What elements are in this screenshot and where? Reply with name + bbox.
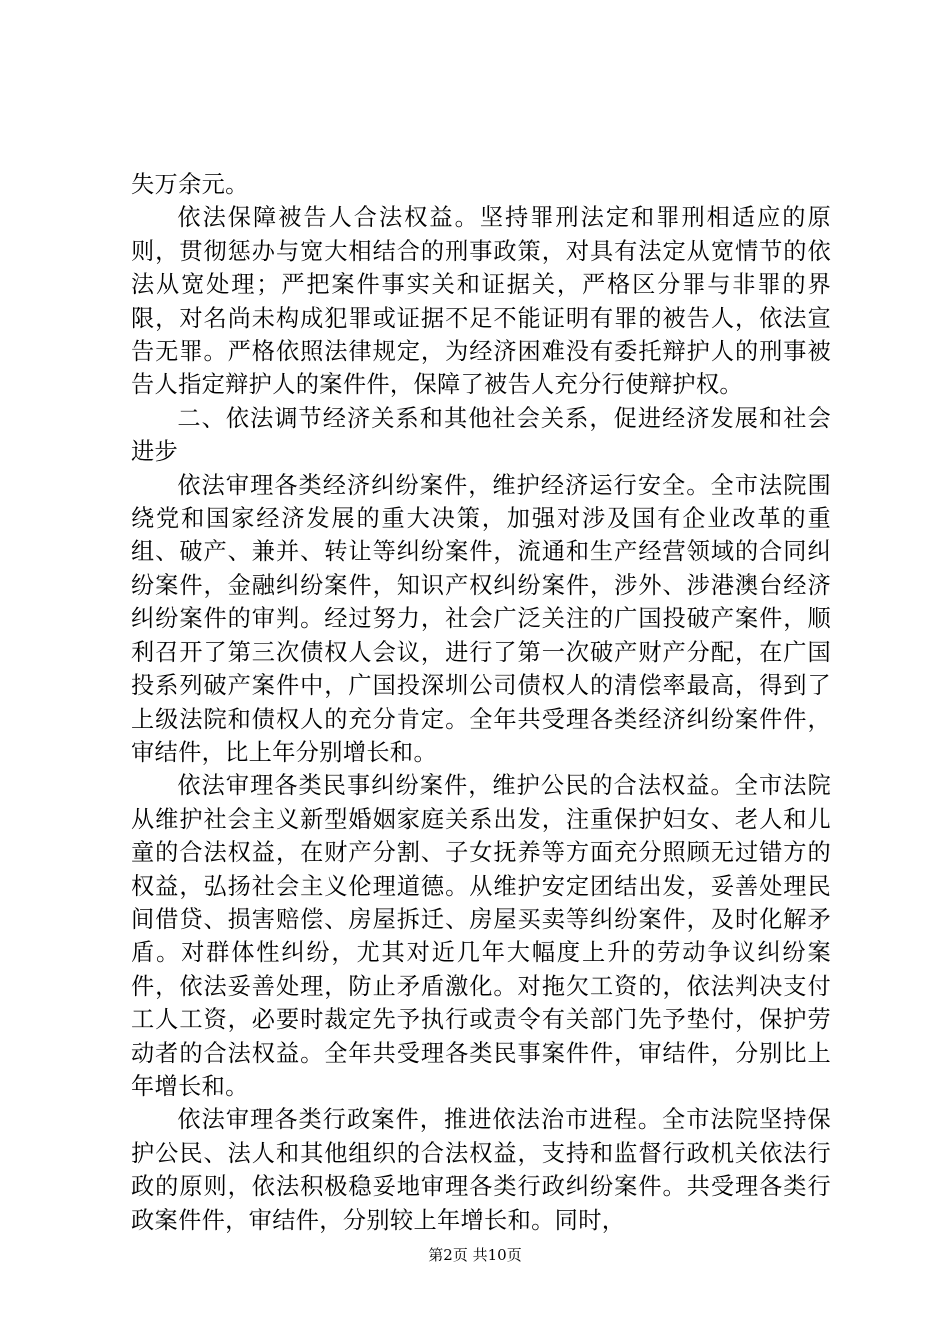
page-footer bbox=[0, 1244, 950, 1265]
paragraph-administrative-cases: 依法审理各类行政案件，推进依法治市进程。全市法院坚持保护公民、法人和其他组织的合法权益，支持和监督行政机关依法行政的原则，依法积极稳妥地审理各类行政纠纷案件。共受理各类行政案件件，审结件，分别较上年增长和。同时， bbox=[131, 1106, 831, 1234]
paragraph-defendant-rights: 依法保障被告人合法权益。坚持罪刑法定和罪刑相适应的原则，贯彻惩办与宽大相结合的刑事政策，对具有法定从宽情节的依法从宽处理；严把案件事实关和证据关，严格区分罪与非罪的界限，对名尚未构成犯罪或证据不足不能证明有罪的被告人，依法宣告无罪。严格依照法律规定，为经济困难没有委托辩护人的刑事被告人指定辩护人的案件件，保障了被告人充分行使辩护权。 bbox=[131, 204, 831, 399]
body-text bbox=[131, 168, 831, 1237]
paragraph-continuation: 失万余元。 bbox=[131, 171, 249, 198]
section-heading-2: 二、依法调节经济关系和其他社会关系，促进经济发展和社会进步 bbox=[131, 404, 831, 466]
page-number-label: 第2页 共10页 bbox=[428, 1246, 522, 1264]
paragraph-economic-cases: 依法审理各类经济纠纷案件，维护经济运行安全。全市法院围绕党和国家经济发展的重大决策，加强对涉及国有企业改革的重组、破产、兼并、转让等纠纷案件，流通和生产经营领域的合同纠纷案件，金融纠纷案件，知识产权纠纷案件，涉外、涉港澳台经济纠纷案件的审判。经过努力，社会广泛关注的广国投破产案件，顺利召开了第三次债权人会议，进行了第一次破产财产分配，在广国投系列破产案件中，广国投深圳公司债权人的清偿率最高，得到了上级法院和债权人的充分肯定。全年共受理各类经济纠纷案件件，审结件，比上年分别增长和。 bbox=[131, 471, 831, 766]
paragraph-civil-cases: 依法审理各类民事纠纷案件，维护公民的合法权益。全市法院从维护社会主义新型婚姻家庭关系出发，注重保护妇女、老人和儿童的合法权益，在财产分割、子女抚养等方面充分照顾无过错方的权益，弘扬社会主义伦理道德。从维护安定团结出发，妥善处理民间借贷、损害赔偿、房屋拆迁、房屋买卖等纠纷案件，及时化解矛盾。对群体性纠纷，尤其对近几年大幅度上升的劳动争议纠纷案件，依法妥善处理，防止矛盾激化。对拖欠工资的，依法判决支付工人工资，必要时裁定先予执行或责令有关部门先予垫付，保护劳动者的合法权益。全年共受理各类民事案件件，审结件，分别比上年增长和。 bbox=[131, 772, 831, 1100]
